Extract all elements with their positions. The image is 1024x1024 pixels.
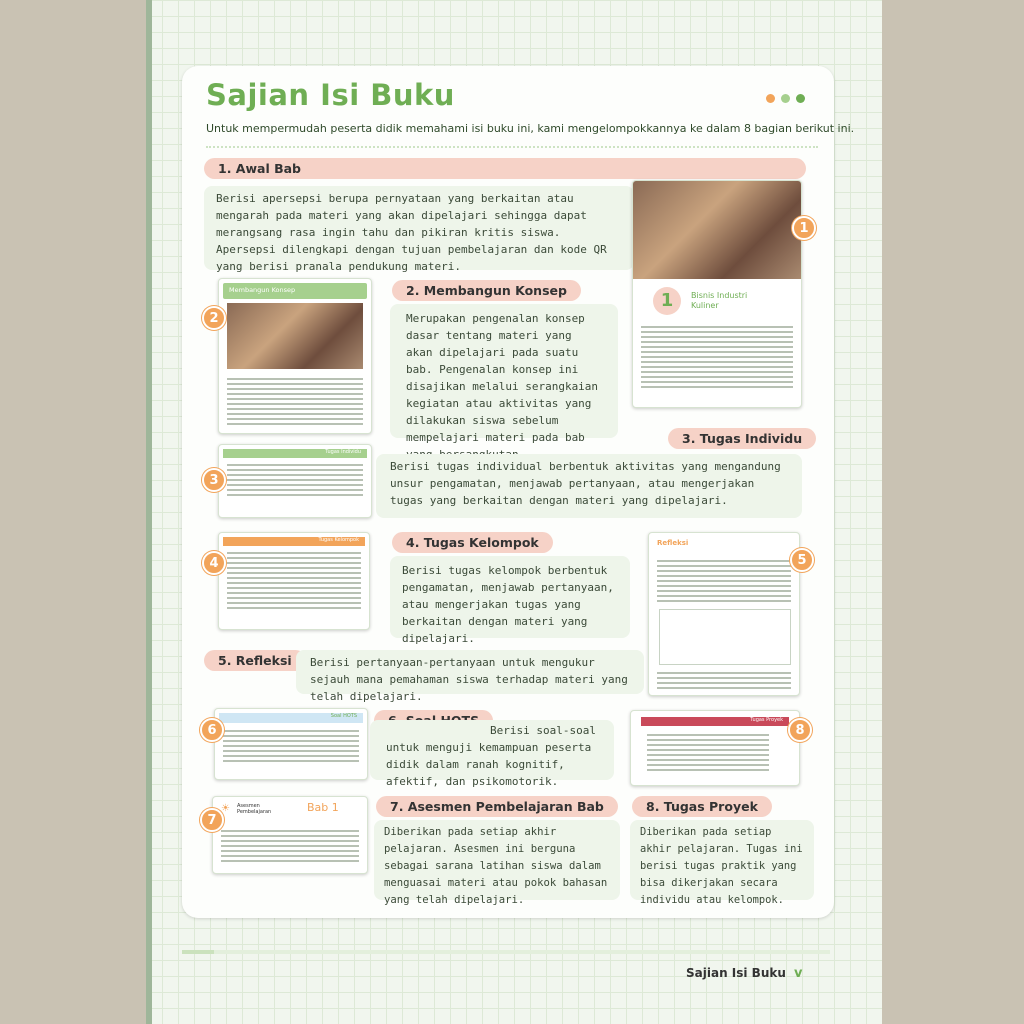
soal-hots-thumbnail — [214, 708, 368, 780]
section-2-text: Merupakan pengenalan konsep dasar tentang materi yang akan dipelajari pada suatu bab. Pengenalan konsep ini disajikan melalui serangkaian kegiatan atau aktivitas yang dilakukan siswa sebelum mempelajari materi pada bab — [390, 304, 618, 438]
section-6-text: Berisi soal-soal untuk menguji kemampuan peserta didik dalam ranah kognitif, afektif, dan psikomotorik. — [370, 720, 614, 780]
section-1-heading: 1. Awal Bab — [204, 158, 806, 179]
chapter-opener-thumbnail — [632, 180, 802, 408]
badge-5: 5 — [790, 548, 814, 572]
thumb-header: Membangun Konsep — [223, 283, 367, 299]
text-lines — [641, 323, 793, 391]
thumb-header: Soal HOTS — [219, 713, 363, 723]
thumb-header: Tugas Individu — [223, 449, 367, 458]
chapter-label: Bisnis Industri Kuliner — [691, 291, 748, 310]
footer-line — [214, 950, 830, 954]
dot-light-green-icon — [781, 94, 790, 103]
text-lines — [227, 549, 361, 612]
thumb-label: Asesmen Pembelajaran — [237, 803, 272, 815]
thumb-table — [659, 609, 791, 665]
footer-line-left — [182, 950, 214, 954]
badge-8: 8 — [788, 718, 812, 742]
badge-1: 1 — [792, 216, 816, 240]
text-lines — [223, 727, 359, 765]
thumb-header: Tugas Kelompok — [223, 537, 365, 546]
thumb-header: Tugas Proyek — [641, 717, 789, 726]
badge-3: 3 — [202, 468, 226, 492]
tugas-kelompok-thumbnail — [218, 532, 370, 630]
text-lines — [227, 375, 363, 428]
dot-orange-icon — [766, 94, 775, 103]
page-spine — [146, 0, 152, 1024]
section-2-heading: 2. Membangun Konsep — [392, 280, 581, 301]
badge-2: 2 — [202, 306, 226, 330]
tugas-individu-thumbnail — [218, 444, 372, 518]
tugas-proyek-thumbnail — [630, 710, 800, 786]
decorative-dots — [766, 94, 805, 103]
page-number: v — [794, 966, 803, 981]
lightbulb-icon: ☀ — [221, 803, 230, 814]
section-8-text: Diberikan pada setiap akhir pelajaran. Tugas ini berisi tugas praktik yang bisa dikerjakan secara individu atau kelompok. — [630, 820, 814, 900]
refleksi-thumbnail — [648, 532, 800, 696]
chapter-number: 1 — [653, 287, 681, 315]
section-7-text: Diberikan pada setiap akhir pelajaran. Asesmen ini berguna sebagai sarana latihan siswa dalam menguasai materi atau pokok bahasan yang telah dipelajari. — [374, 820, 620, 900]
asesmen-thumbnail — [212, 796, 368, 874]
badge-6: 6 — [200, 718, 224, 742]
badge-4: 4 — [202, 551, 226, 575]
section-5-heading: 5. Refleksi — [204, 650, 306, 671]
dot-green-icon — [796, 94, 805, 103]
text-lines — [227, 461, 363, 499]
section-8-heading: 8. Tugas Proyek — [632, 796, 772, 817]
text-lines — [221, 827, 359, 865]
page-subtitle: Untuk mempermudah peserta didik memahami isi buku ini, kami mengelompokkannya ke dalam 8 bagian berikut ini. — [206, 122, 855, 135]
page-title: Sajian Isi Buku — [206, 78, 455, 112]
badge-7: 7 — [200, 808, 224, 832]
text-lines — [647, 731, 769, 774]
section-3-heading: 3. Tugas Individu — [668, 428, 816, 449]
section-3-text: Berisi tugas individual berbentuk aktivitas yang mengandung unsur pengamatan, menjawab pertanyaan, atau mengerjakan tugas yang berkaitan dengan materi yang dipelajari. — [376, 454, 802, 518]
section-4-heading: 4. Tugas Kelompok — [392, 532, 553, 553]
thumb-bab: Bab 1 — [307, 801, 339, 814]
section-1-text: Berisi apersepsi berupa pernyataan yang berkaitan atau mengarah pada materi yang akan dipelajari sehingga dapat merangsang rasa ingin tahu dan pikiran kritis siswa. Apersepsi dilengkapi dengan tujuan pembelajaran dan kode QR yang berisi pranala pendukung materi. — [204, 186, 634, 270]
text-lines — [657, 669, 791, 692]
kitchen-photo — [633, 181, 801, 279]
food-photo — [227, 303, 363, 369]
footer-label: Sajian Isi Buku — [686, 966, 786, 980]
thumb-header: Refleksi — [657, 539, 689, 547]
section-5-text: Berisi pertanyaan-pertanyaan untuk mengukur sejauh mana pemahaman siswa terhadap materi yang telah dipelajari. — [296, 650, 644, 694]
text-lines — [657, 557, 791, 605]
section-4-text: Berisi tugas kelompok berbentuk pengamatan, menjawab pertanyaan, atau mengerjakan tugas yang berkaitan dengan materi yang dipelajari. — [390, 556, 630, 638]
membangun-konsep-thumbnail — [218, 278, 372, 434]
section-7-heading: 7. Asesmen Pembelajaran Bab — [376, 796, 618, 817]
divider — [206, 146, 818, 148]
